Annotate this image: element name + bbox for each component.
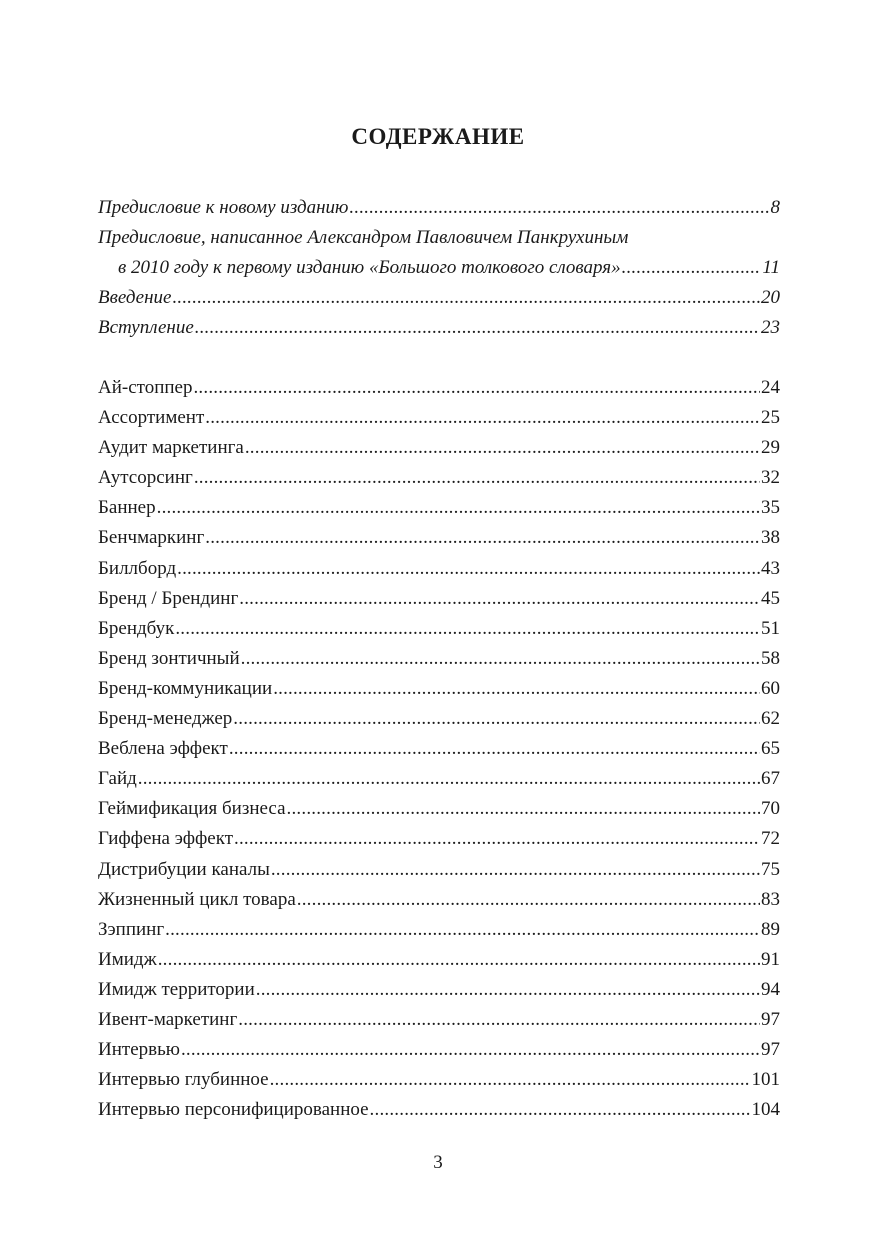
toc-entry[interactable] bbox=[98, 403, 780, 433]
dot-leader bbox=[229, 734, 760, 764]
toc-entry-label: Интервью персонифицированное bbox=[98, 1099, 369, 1121]
front-matter-list bbox=[98, 193, 780, 343]
toc-entry-page: 11 bbox=[762, 257, 780, 279]
dot-leader bbox=[158, 945, 760, 975]
toc-entry-page: 62 bbox=[761, 708, 780, 730]
toc-entry-page: 104 bbox=[751, 1099, 780, 1121]
toc-entry[interactable] bbox=[98, 704, 780, 734]
toc-entry-page: 65 bbox=[761, 738, 780, 760]
dot-leader bbox=[622, 253, 762, 283]
toc-entry[interactable] bbox=[98, 283, 780, 313]
toc-entry[interactable] bbox=[98, 493, 780, 523]
toc-entry[interactable] bbox=[98, 614, 780, 644]
dot-leader bbox=[165, 915, 760, 945]
toc-entry-page: 25 bbox=[761, 407, 780, 429]
toc-entry-label: Имидж территории bbox=[98, 978, 255, 1000]
toc-entry-label: Гиффена эффект bbox=[98, 828, 233, 850]
dot-leader bbox=[297, 885, 760, 915]
dot-leader bbox=[273, 674, 760, 704]
toc-entry-page: 60 bbox=[761, 677, 780, 699]
toc-entry-page: 70 bbox=[761, 798, 780, 820]
toc-entry[interactable] bbox=[98, 975, 780, 1005]
toc-entry-page: 83 bbox=[761, 888, 780, 910]
dot-leader bbox=[233, 704, 760, 734]
toc-entry[interactable] bbox=[98, 584, 780, 614]
toc-entry-label: Введение bbox=[98, 287, 172, 309]
toc-entry-label: Биллборд bbox=[98, 557, 177, 579]
toc-entry-label: Бренд-коммуникации bbox=[98, 677, 273, 699]
dot-leader bbox=[205, 523, 760, 553]
toc-entry-page: 75 bbox=[761, 858, 780, 880]
toc-entry[interactable] bbox=[98, 433, 780, 463]
toc-entry-label: в 2010 году к первому изданию «Большого толкового словаря» bbox=[118, 257, 621, 279]
dot-leader bbox=[256, 975, 760, 1005]
toc-entry-label: Геймификация бизнеса bbox=[98, 798, 286, 820]
dot-leader bbox=[172, 283, 760, 313]
dot-leader bbox=[234, 824, 760, 854]
toc-entry-label: Брендбук bbox=[98, 617, 175, 639]
dot-leader bbox=[175, 614, 760, 644]
toc-entry-page: 72 bbox=[761, 828, 780, 850]
toc-entry[interactable] bbox=[98, 1005, 780, 1035]
dot-leader bbox=[138, 764, 760, 794]
dot-leader bbox=[157, 493, 760, 523]
toc-entry-label: Аудит маркетинга bbox=[98, 437, 244, 459]
toc-entry-page: 101 bbox=[751, 1069, 780, 1091]
toc-entry[interactable] bbox=[98, 554, 780, 584]
toc-entry-page: 32 bbox=[761, 467, 780, 489]
toc-entry-label: Зэппинг bbox=[98, 918, 165, 940]
dot-leader bbox=[241, 644, 760, 674]
toc-entry[interactable] bbox=[98, 223, 780, 283]
toc-entry-page: 8 bbox=[770, 197, 780, 218]
toc-entry-page: 23 bbox=[761, 317, 780, 339]
toc-entry-page: 38 bbox=[761, 527, 780, 549]
toc-entry[interactable] bbox=[98, 885, 780, 915]
toc-entry[interactable] bbox=[98, 313, 780, 343]
toc-entry[interactable] bbox=[98, 463, 780, 493]
dot-leader bbox=[349, 193, 769, 223]
dot-leader bbox=[195, 313, 760, 343]
toc-entry[interactable] bbox=[98, 734, 780, 764]
toc-entry-label: Бенчмаркинг bbox=[98, 527, 205, 549]
toc-entry-page: 58 bbox=[761, 647, 780, 669]
dot-leader bbox=[238, 1005, 760, 1035]
page-title: СОДЕРЖАНИЕ bbox=[351, 124, 525, 149]
toc-entry[interactable] bbox=[98, 824, 780, 854]
toc-entry-label: Бренд / Брендинг bbox=[98, 587, 239, 609]
toc-entry-label: Предисловие к новому изданию bbox=[98, 197, 349, 218]
dot-leader bbox=[370, 1095, 751, 1125]
toc-entry[interactable] bbox=[98, 1095, 780, 1125]
toc-entry[interactable] bbox=[98, 915, 780, 945]
toc-entry-label: Имидж bbox=[98, 948, 157, 970]
page-number: 3 bbox=[433, 1152, 443, 1173]
toc-entry[interactable] bbox=[98, 794, 780, 824]
toc-entry-label: Аутсорсинг bbox=[98, 467, 193, 489]
dot-leader bbox=[177, 554, 760, 584]
dot-leader bbox=[205, 403, 760, 433]
toc-entry[interactable] bbox=[98, 193, 780, 223]
toc-entry[interactable] bbox=[98, 674, 780, 704]
toc-entry-page: 51 bbox=[761, 617, 780, 639]
toc-entry[interactable] bbox=[98, 764, 780, 794]
dot-leader bbox=[245, 433, 760, 463]
toc-entry-label: Дистрибуции каналы bbox=[98, 858, 270, 880]
toc-entry-page: 43 bbox=[761, 557, 780, 579]
toc-entry-page: 97 bbox=[761, 1008, 780, 1030]
toc-entry-label: Жизненный цикл товара bbox=[98, 888, 296, 910]
toc-entry[interactable] bbox=[98, 945, 780, 975]
toc-entry-label: Ивент-маркетинг bbox=[98, 1008, 238, 1030]
dot-leader bbox=[194, 463, 760, 493]
dot-leader bbox=[181, 1035, 760, 1065]
toc-entry-page: 67 bbox=[761, 768, 780, 790]
toc-list bbox=[98, 373, 780, 1125]
toc-entry-label: Интервью глубинное bbox=[98, 1069, 269, 1091]
dot-leader bbox=[239, 584, 760, 614]
toc-entry[interactable] bbox=[98, 523, 780, 553]
toc-entry-label: Ассортимент bbox=[98, 407, 205, 429]
toc-entry-label: Веблена эффект bbox=[98, 738, 228, 760]
dot-leader bbox=[270, 1065, 751, 1095]
toc-entry[interactable] bbox=[98, 373, 780, 403]
toc-entry[interactable] bbox=[98, 1035, 780, 1065]
toc-entry-label: Вступление bbox=[98, 317, 194, 339]
toc-entry-label: Баннер bbox=[98, 497, 156, 519]
toc-entry-page: 35 bbox=[761, 497, 780, 519]
toc-entry-label-line1: Предисловие, написанное Александром Павловичем Панкрухиным bbox=[98, 227, 629, 249]
toc-entry[interactable] bbox=[98, 1065, 780, 1095]
toc-entry-page: 20 bbox=[761, 287, 780, 309]
toc-entry-label: Бренд-менеджер bbox=[98, 708, 233, 730]
toc-entry-page: 45 bbox=[761, 587, 780, 609]
toc-entry-page: 24 bbox=[761, 377, 780, 398]
dot-leader bbox=[193, 373, 760, 403]
toc-entry-page: 29 bbox=[761, 437, 780, 459]
dot-leader bbox=[271, 855, 760, 885]
toc-entry-label: Интервью bbox=[98, 1039, 180, 1061]
toc-entry[interactable] bbox=[98, 644, 780, 674]
toc-entry-page: 97 bbox=[761, 1039, 780, 1061]
toc-entry-page: 89 bbox=[761, 918, 780, 940]
toc-entry-page: 94 bbox=[761, 978, 780, 1000]
toc-entry-label: Ай-стоппер bbox=[98, 377, 193, 398]
dot-leader bbox=[287, 794, 760, 824]
toc-entry-page: 91 bbox=[761, 948, 780, 970]
toc-entry-label: Гайд bbox=[98, 768, 137, 790]
toc-entry[interactable] bbox=[98, 855, 780, 885]
toc-entry-label: Бренд зонтичный bbox=[98, 647, 240, 669]
